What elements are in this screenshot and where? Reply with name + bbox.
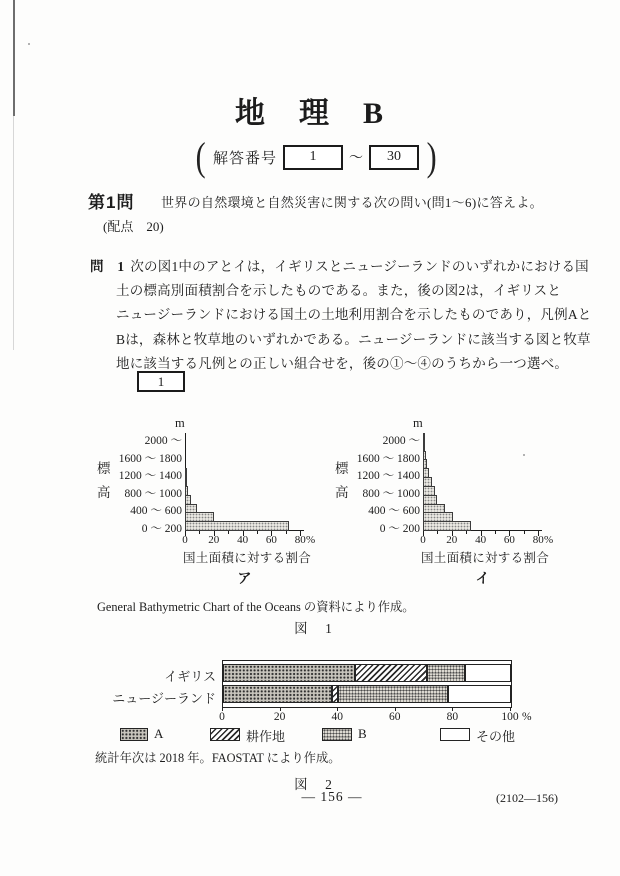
question1-line: Bは，森林と牧草地のいずれかである。ニュージーランドに該当する図と牧草 bbox=[116, 331, 591, 347]
y-axis-band-label: 800 ～ 1000 bbox=[124, 487, 182, 500]
unit-label-m: m bbox=[413, 416, 423, 430]
legend-label-a: A bbox=[154, 726, 164, 741]
x-axis-tick bbox=[466, 531, 467, 534]
landuse-segment-other bbox=[448, 685, 511, 703]
answer-number-from-box: 1 bbox=[283, 145, 343, 170]
x-axis-title: 国土面積に対する割合 bbox=[183, 551, 312, 565]
question1-line bbox=[90, 255, 589, 279]
fig1-caption: 図 1 bbox=[294, 621, 334, 636]
x-axis-tick-label: 40 bbox=[475, 534, 487, 546]
x-axis-tick-label: 0 bbox=[219, 711, 225, 723]
y-axis-band-label: 2000 ～ bbox=[144, 434, 182, 447]
landuse-segment-b bbox=[427, 664, 464, 682]
elevation-chart-a bbox=[95, 415, 317, 593]
elevation-bar bbox=[423, 486, 435, 496]
x-axis-tick bbox=[257, 531, 258, 534]
landuse-segment-b bbox=[338, 685, 447, 703]
landuse-chart bbox=[90, 655, 550, 750]
landuse-segment-cropland bbox=[355, 664, 427, 682]
elevation-bar bbox=[423, 477, 432, 487]
x-axis-tick bbox=[524, 531, 525, 534]
elevation-bar bbox=[423, 451, 426, 461]
question1-paragraph bbox=[90, 255, 592, 376]
section-number: 第1問 bbox=[88, 193, 135, 212]
question1-line: 地に該当する凡例との正しい組合せを，後の①～④のうちから一つ選べ。 bbox=[116, 355, 569, 371]
elevation-bar bbox=[185, 495, 191, 505]
subject-title: 地 理 B bbox=[234, 97, 385, 130]
elevation-bar bbox=[185, 468, 187, 478]
legend-swatch-a bbox=[120, 728, 148, 741]
landuse-segment-other bbox=[465, 664, 511, 682]
question1-answer-box: 1 bbox=[137, 371, 185, 392]
y-axis-band-label: 1600 ～ 1800 bbox=[118, 452, 182, 465]
elevation-bar bbox=[185, 512, 214, 522]
elevation-bar bbox=[423, 433, 425, 443]
question1-line: ニュージーランドにおける国土の土地利用割合を示したものであり，凡例Aと bbox=[116, 307, 592, 323]
x-axis-title: 国土面積に対する割合 bbox=[421, 551, 550, 565]
elevation-bar bbox=[185, 486, 188, 496]
elevation-bar bbox=[423, 504, 445, 514]
x-axis-tick bbox=[199, 531, 200, 534]
elevation-bar bbox=[185, 477, 187, 487]
elevation-chart-i bbox=[333, 415, 555, 593]
x-axis-tick-label: 40 bbox=[331, 711, 343, 723]
x-axis-tick-label: 60 bbox=[389, 711, 401, 723]
elevation-bar bbox=[423, 495, 437, 505]
y-axis-band-label: 400 ～ 600 bbox=[368, 505, 420, 518]
close-paren: ) bbox=[426, 134, 437, 179]
x-axis-tick bbox=[286, 531, 287, 534]
x-axis-tick-label: 20 bbox=[208, 534, 220, 546]
elevation-bar bbox=[423, 468, 429, 478]
question1-label: 問 1 bbox=[90, 259, 125, 274]
legend-swatch-b bbox=[322, 728, 352, 741]
y-axis-band-label: 2000 ～ bbox=[382, 434, 420, 447]
legend-label-b: B bbox=[358, 726, 367, 741]
chart-label-a: ア bbox=[237, 570, 252, 586]
unit-label-m: m bbox=[175, 416, 185, 430]
landuse-segment-a bbox=[223, 664, 355, 682]
x-axis-tick bbox=[495, 531, 496, 534]
x-axis-tick-label: 40 bbox=[237, 534, 249, 546]
x-axis-tick-label: 0 bbox=[182, 534, 188, 546]
answer-number-range bbox=[6, 134, 620, 179]
print-code: (2102—156) bbox=[496, 791, 558, 805]
landuse-segment-a bbox=[223, 685, 332, 703]
y-axis-title-char: 標 bbox=[335, 461, 349, 476]
y-axis-band-label: 0 ～ 200 bbox=[141, 523, 182, 536]
percent-label: % bbox=[544, 534, 554, 546]
scan-speck bbox=[28, 43, 30, 45]
y-axis-band-label: 1600 ～ 1800 bbox=[356, 452, 420, 465]
elevation-bar bbox=[423, 521, 471, 531]
question1-text: 次の図1中のアとイは，イギリスとニュージーランドのいずれかにおける国 bbox=[130, 259, 589, 274]
elevation-bar bbox=[423, 512, 453, 522]
x-axis-tick-label: 20 bbox=[273, 711, 286, 723]
landuse-bar bbox=[223, 685, 511, 703]
y-axis-band-label: 1200 ～ 1400 bbox=[356, 470, 420, 483]
y-axis-title-char: 高 bbox=[335, 485, 349, 500]
question1-line: 土の標高別面積割合を示したものである。また，後の図2は，イギリスと bbox=[116, 283, 562, 299]
y-axis-band-label: 1200 ～ 1400 bbox=[118, 470, 182, 483]
open-paren: ( bbox=[195, 134, 206, 179]
page-number: — 156 — bbox=[301, 789, 363, 804]
elevation-bar bbox=[423, 459, 427, 469]
landuse-row-label: イギリス bbox=[164, 669, 216, 684]
tilde: ～ bbox=[349, 151, 363, 166]
legend-swatch-cropland bbox=[210, 728, 240, 741]
y-axis-band-label: 0 ～ 200 bbox=[379, 523, 420, 536]
x-axis-tick-label: 60 bbox=[265, 534, 277, 546]
x-axis-tick-label: 20 bbox=[446, 534, 458, 546]
chart-label-i: イ bbox=[475, 570, 490, 586]
x-axis-tick-label: 100 bbox=[501, 711, 519, 723]
section-points: (配点 20) bbox=[103, 219, 164, 234]
percent-label: % bbox=[306, 534, 316, 546]
x-axis-tick bbox=[437, 531, 438, 534]
legend-label-other: その他 bbox=[476, 729, 516, 744]
elevation-bar bbox=[423, 442, 425, 452]
x-axis-tick-label: 80 bbox=[294, 534, 306, 546]
landuse-bar bbox=[223, 664, 511, 682]
answer-number-label: 解答番号 bbox=[212, 150, 277, 167]
elevation-bar bbox=[185, 504, 197, 514]
landuse-row-label: ニュージーランド bbox=[112, 691, 216, 706]
legend-swatch-other bbox=[440, 728, 470, 741]
answer-number-to-box: 30 bbox=[369, 145, 419, 170]
fig2-caption: 図 2 bbox=[294, 777, 334, 792]
percent-label: % bbox=[522, 711, 532, 723]
x-axis-tick-label: 60 bbox=[503, 534, 515, 546]
y-axis-title-char: 標 bbox=[97, 461, 111, 476]
elevation-bar bbox=[185, 521, 289, 531]
legend-label-cropland: 耕作地 bbox=[246, 729, 286, 744]
section-lead-text: 世界の自然環境と自然災害に関する次の問い(問1～6)に答えよ。 bbox=[161, 195, 543, 210]
landuse-frame bbox=[222, 660, 512, 708]
y-axis-band-label: 800 ～ 1000 bbox=[362, 487, 420, 500]
y-axis-band-label: 400 ～ 600 bbox=[130, 505, 182, 518]
fig1-source: General Bathymetric Chart of the Oceans の資料により作成。 bbox=[97, 600, 415, 614]
x-axis-tick bbox=[228, 531, 229, 534]
x-axis-tick-label: 80 bbox=[446, 711, 459, 723]
y-axis-title-char: 高 bbox=[97, 485, 111, 500]
fig2-source: 統計年次は 2018 年。FAOSTAT により作成。 bbox=[95, 751, 341, 765]
x-axis-tick-label: 80 bbox=[532, 534, 544, 546]
x-axis-tick-label: 0 bbox=[420, 534, 426, 546]
